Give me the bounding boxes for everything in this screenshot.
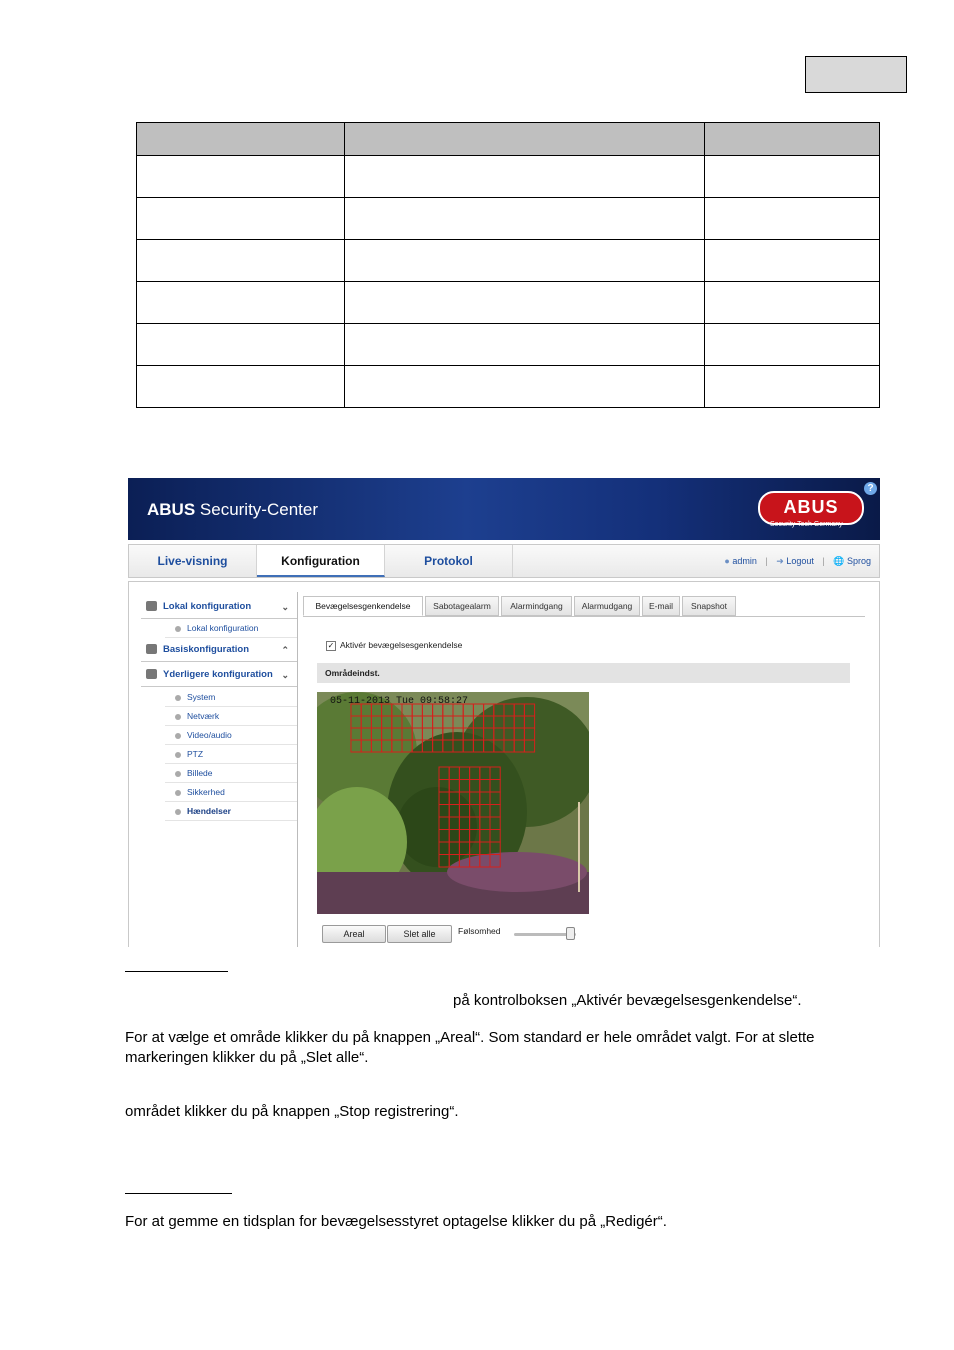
- motion-grid-cell[interactable]: [459, 817, 469, 830]
- tab-motion-detection[interactable]: Bevægelsesgenkendelse: [303, 596, 423, 616]
- table-cell: [137, 156, 345, 198]
- motion-grid-cell[interactable]: [514, 716, 524, 728]
- user-links: ● admin | ➜ Logout | 🌐 Sprog: [724, 556, 871, 566]
- bullet-icon: [175, 733, 181, 739]
- motion-grid-cell[interactable]: [459, 842, 469, 855]
- motion-grid-cell[interactable]: [524, 704, 534, 716]
- motion-grid-cell[interactable]: [470, 830, 480, 843]
- table-cell: [705, 123, 880, 156]
- sidebar-item-ptz[interactable]: PTZ: [165, 745, 297, 764]
- motion-grid-cell[interactable]: [453, 716, 463, 728]
- tab-email[interactable]: E-mail: [642, 596, 680, 616]
- bullet-icon: [175, 771, 181, 777]
- motion-grid-cell[interactable]: [361, 716, 371, 728]
- security-center-screenshot: [128, 478, 880, 947]
- bullet-icon: [175, 714, 181, 720]
- table-cell: [705, 324, 880, 366]
- motion-grid-cell[interactable]: [351, 728, 361, 740]
- motion-grid-cell[interactable]: [504, 728, 514, 740]
- sidebar-item-system[interactable]: System: [165, 688, 297, 707]
- motion-grid-cell[interactable]: [490, 817, 500, 830]
- motion-grid-cell[interactable]: [392, 740, 402, 752]
- paragraph: For at vælge et område klikker du på knappen „Areal“. Som standard er hele området valgt. For at slette markeringen klikker du på „Slet alle“.: [125, 1029, 815, 1066]
- abus-logo: ABUS: [758, 491, 864, 525]
- wrench-icon: [146, 669, 157, 679]
- motion-grid-cell[interactable]: [453, 728, 463, 740]
- motion-grid-cell[interactable]: [473, 728, 483, 740]
- motion-grid-cell[interactable]: [422, 740, 432, 752]
- motion-grid-cell[interactable]: [463, 716, 473, 728]
- motion-grid-cell[interactable]: [490, 855, 500, 868]
- table-row: [137, 240, 880, 282]
- motion-grid-cell[interactable]: [470, 767, 480, 780]
- motion-grid-cell[interactable]: [371, 728, 381, 740]
- table-row: [137, 282, 880, 324]
- table-cell: [137, 240, 345, 282]
- menu-local-config[interactable]: Lokal konfiguration ⌄: [141, 596, 297, 619]
- motion-grid-cell[interactable]: [524, 728, 534, 740]
- sensitivity-slider-handle[interactable]: [566, 927, 575, 940]
- motion-grid-cell[interactable]: [449, 817, 459, 830]
- motion-grid-cell[interactable]: [504, 704, 514, 716]
- motion-grid-cell[interactable]: [351, 740, 361, 752]
- motion-grid-cell[interactable]: [484, 716, 494, 728]
- motion-grid-cell[interactable]: [480, 830, 490, 843]
- tab-configuration[interactable]: Konfiguration: [257, 545, 385, 577]
- logout-link[interactable]: Logout: [786, 556, 814, 566]
- sidebar-item-events[interactable]: Hændelser: [165, 802, 297, 821]
- motion-grid-cell[interactable]: [382, 740, 392, 752]
- tab-snapshot[interactable]: Snapshot: [682, 596, 736, 616]
- motion-grid-cell[interactable]: [480, 805, 490, 818]
- motion-grid-cell[interactable]: [449, 855, 459, 868]
- motion-grid-cell[interactable]: [494, 740, 504, 752]
- motion-grid-cell[interactable]: [449, 830, 459, 843]
- motion-grid-cell[interactable]: [443, 740, 453, 752]
- motion-grid-cell[interactable]: [504, 740, 514, 752]
- sidebar-item-video-audio[interactable]: Video/audio: [165, 726, 297, 745]
- motion-grid-cell[interactable]: [494, 728, 504, 740]
- motion-grid-cell[interactable]: [433, 728, 443, 740]
- table-cell: [137, 282, 345, 324]
- motion-grid-cell[interactable]: [412, 716, 422, 728]
- motion-grid-cell[interactable]: [480, 817, 490, 830]
- motion-grid-cell[interactable]: [480, 767, 490, 780]
- sidebar-item-image[interactable]: Billede: [165, 764, 297, 783]
- computer-icon: [146, 601, 157, 611]
- motion-grid-cell[interactable]: [371, 716, 381, 728]
- motion-grid-cell[interactable]: [422, 728, 432, 740]
- tab-alarm-input[interactable]: Alarmindgang: [501, 596, 572, 616]
- help-icon[interactable]: ?: [864, 482, 877, 495]
- tab-log[interactable]: Protokol: [385, 545, 513, 577]
- motion-grid-cell[interactable]: [514, 728, 524, 740]
- enable-motion-label: Aktivér bevægelsesgenkendelse: [340, 640, 463, 650]
- logo-tagline: Security Tech Germany: [770, 521, 843, 528]
- motion-grid-cell[interactable]: [459, 855, 469, 868]
- motion-grid-cell[interactable]: [480, 855, 490, 868]
- table-cell: [137, 123, 345, 156]
- tab-alarm-output[interactable]: Alarmudgang: [574, 596, 640, 616]
- globe-icon: 🌐: [833, 556, 845, 566]
- motion-grid-cell[interactable]: [433, 716, 443, 728]
- motion-grid-cell[interactable]: [433, 740, 443, 752]
- sidebar-item-network[interactable]: Netværk: [165, 707, 297, 726]
- bullet-icon: [175, 626, 181, 632]
- bullet-icon: [175, 752, 181, 758]
- table-cell: [137, 324, 345, 366]
- motion-grid-cell[interactable]: [484, 704, 494, 716]
- motion-grid-cell[interactable]: [412, 728, 422, 740]
- motion-grid-cell[interactable]: [470, 817, 480, 830]
- motion-grid-cell[interactable]: [443, 716, 453, 728]
- table-cell: [705, 198, 880, 240]
- motion-grid-cell[interactable]: [470, 780, 480, 793]
- header-box: [805, 56, 907, 93]
- table-row: [137, 366, 880, 408]
- bullet-icon: [175, 790, 181, 796]
- gear-icon: [146, 644, 157, 654]
- motion-grid-cell[interactable]: [439, 805, 449, 818]
- motion-grid-cell[interactable]: [459, 830, 469, 843]
- tab-divider: [303, 616, 865, 617]
- app-title: ABUS Security-Center: [147, 500, 318, 519]
- motion-grid-cell[interactable]: [514, 704, 524, 716]
- table-cell: [345, 123, 705, 156]
- paragraph: på kontrolboksen „Aktivér bevægelsesgenkendelse“.: [453, 992, 802, 1009]
- sidebar-item-security[interactable]: Sikkerhed: [165, 783, 297, 802]
- paragraph: For at gemme en tidsplan for bevægelsesstyret optagelse klikker du på „Redigér“.: [125, 1213, 667, 1230]
- heading-underline: [125, 971, 228, 972]
- motion-grid-cell[interactable]: [402, 716, 412, 728]
- table-cell: [705, 282, 880, 324]
- motion-grid-cell[interactable]: [371, 740, 381, 752]
- motion-grid-cell[interactable]: [470, 805, 480, 818]
- bullet-icon: [175, 809, 181, 815]
- motion-grid-cell[interactable]: [490, 830, 500, 843]
- table-cell: [137, 366, 345, 408]
- menu-advanced-config[interactable]: Yderligere konfiguration ⌄: [141, 664, 297, 687]
- motion-grid-cell[interactable]: [490, 780, 500, 793]
- motion-grid-cell[interactable]: [524, 716, 534, 728]
- motion-grid-cell[interactable]: [473, 704, 483, 716]
- config-sidebar: [141, 592, 298, 947]
- chevron-down-icon: ⌄: [281, 670, 289, 680]
- table-row: [137, 156, 880, 198]
- motion-grid-cell[interactable]: [439, 780, 449, 793]
- motion-grid-cell[interactable]: [449, 805, 459, 818]
- motion-grid-cell[interactable]: [484, 728, 494, 740]
- username: admin: [732, 556, 757, 566]
- motion-grid-cell[interactable]: [439, 767, 449, 780]
- motion-grid-cell[interactable]: [361, 740, 371, 752]
- motion-grid-cell[interactable]: [514, 740, 524, 752]
- motion-grid-cell[interactable]: [439, 817, 449, 830]
- table-cell: [345, 366, 705, 408]
- motion-grid-cell[interactable]: [449, 780, 459, 793]
- motion-grid-cell[interactable]: [490, 767, 500, 780]
- motion-grid-cell[interactable]: [392, 716, 402, 728]
- motion-grid-cell[interactable]: [402, 728, 412, 740]
- motion-grid-cell[interactable]: [470, 792, 480, 805]
- motion-grid[interactable]: [317, 692, 589, 914]
- camera-timestamp: 05-11-2013 Tue 09:58:27: [330, 696, 469, 707]
- table-row: [137, 198, 880, 240]
- motion-grid-cell[interactable]: [504, 716, 514, 728]
- paragraph: området klikker du på knappen „Stop registrering“.: [125, 1103, 459, 1120]
- motion-grid-cell[interactable]: [459, 805, 469, 818]
- table-cell: [345, 282, 705, 324]
- motion-grid-cell[interactable]: [351, 716, 361, 728]
- motion-grid-cell[interactable]: [392, 728, 402, 740]
- motion-grid-cell[interactable]: [470, 842, 480, 855]
- table-cell: [345, 324, 705, 366]
- motion-grid-cell[interactable]: [480, 780, 490, 793]
- app-banner: [128, 478, 880, 540]
- motion-grid-cell[interactable]: [361, 728, 371, 740]
- motion-grid-cell[interactable]: [490, 792, 500, 805]
- table-cell: [705, 156, 880, 198]
- motion-grid-cell[interactable]: [443, 728, 453, 740]
- table-cell: [137, 198, 345, 240]
- motion-grid-cell[interactable]: [412, 740, 422, 752]
- sensitivity-label: Følsomhed: [458, 926, 501, 936]
- motion-grid-cell[interactable]: [439, 792, 449, 805]
- camera-preview[interactable]: [317, 692, 589, 914]
- tab-live-view[interactable]: Live-visning: [129, 545, 257, 577]
- table-cell: [705, 366, 880, 408]
- motion-grid-cell[interactable]: [449, 842, 459, 855]
- motion-grid-cell[interactable]: [470, 855, 480, 868]
- chevron-down-icon: ⌄: [281, 602, 289, 612]
- area-button[interactable]: Areal: [322, 925, 386, 943]
- table-cell: [705, 240, 880, 282]
- motion-grid-cell[interactable]: [463, 740, 473, 752]
- motion-grid-cell[interactable]: [490, 842, 500, 855]
- motion-grid-cell[interactable]: [459, 780, 469, 793]
- motion-grid-cell[interactable]: [494, 716, 504, 728]
- table-cell: [345, 198, 705, 240]
- motion-grid-cell[interactable]: [473, 716, 483, 728]
- motion-grid-cell[interactable]: [439, 842, 449, 855]
- menu-basic-config[interactable]: Basiskonfiguration ⌃: [141, 639, 297, 662]
- chevron-up-icon: ⌃: [281, 645, 289, 655]
- motion-grid-cell[interactable]: [449, 767, 459, 780]
- area-settings-header: Områdeindst.: [317, 663, 850, 683]
- motion-grid-cell[interactable]: [402, 740, 412, 752]
- enable-motion-checkbox[interactable]: ✓: [327, 640, 335, 650]
- motion-grid-cell[interactable]: [484, 740, 494, 752]
- language-link[interactable]: Sprog: [846, 556, 871, 566]
- tab-tamper-alarm[interactable]: Sabotagealarm: [425, 596, 499, 616]
- motion-grid-cell[interactable]: [453, 740, 463, 752]
- motion-grid-cell[interactable]: [494, 704, 504, 716]
- heading-underline: [125, 1193, 232, 1194]
- motion-grid-cell[interactable]: [439, 830, 449, 843]
- motion-grid-cell[interactable]: [459, 792, 469, 805]
- motion-grid-cell[interactable]: [480, 842, 490, 855]
- motion-grid-cell[interactable]: [459, 767, 469, 780]
- enable-motion-row[interactable]: [326, 640, 462, 651]
- motion-grid-cell[interactable]: [480, 792, 490, 805]
- motion-grid-cell[interactable]: [473, 740, 483, 752]
- table-cell: [345, 240, 705, 282]
- motion-grid-cell[interactable]: [524, 740, 534, 752]
- delete-all-button[interactable]: Slet alle: [387, 925, 452, 943]
- bullet-icon: [175, 695, 181, 701]
- logout-icon: ➜: [776, 556, 784, 566]
- table-cell: [345, 156, 705, 198]
- motion-grid-cell[interactable]: [463, 728, 473, 740]
- motion-grid-cell[interactable]: [449, 792, 459, 805]
- sidebar-item-local-config[interactable]: Lokal konfiguration: [165, 619, 297, 638]
- config-content: [128, 581, 880, 947]
- motion-grid-cell[interactable]: [382, 728, 392, 740]
- parameter-table: [136, 122, 880, 408]
- user-icon: ●: [724, 556, 730, 566]
- table-header-row: [137, 123, 880, 156]
- motion-grid-cell[interactable]: [490, 805, 500, 818]
- motion-grid-cell[interactable]: [422, 716, 432, 728]
- motion-grid-cell[interactable]: [382, 716, 392, 728]
- main-nav: [128, 544, 880, 578]
- motion-grid-cell[interactable]: [439, 855, 449, 868]
- table-row: [137, 324, 880, 366]
